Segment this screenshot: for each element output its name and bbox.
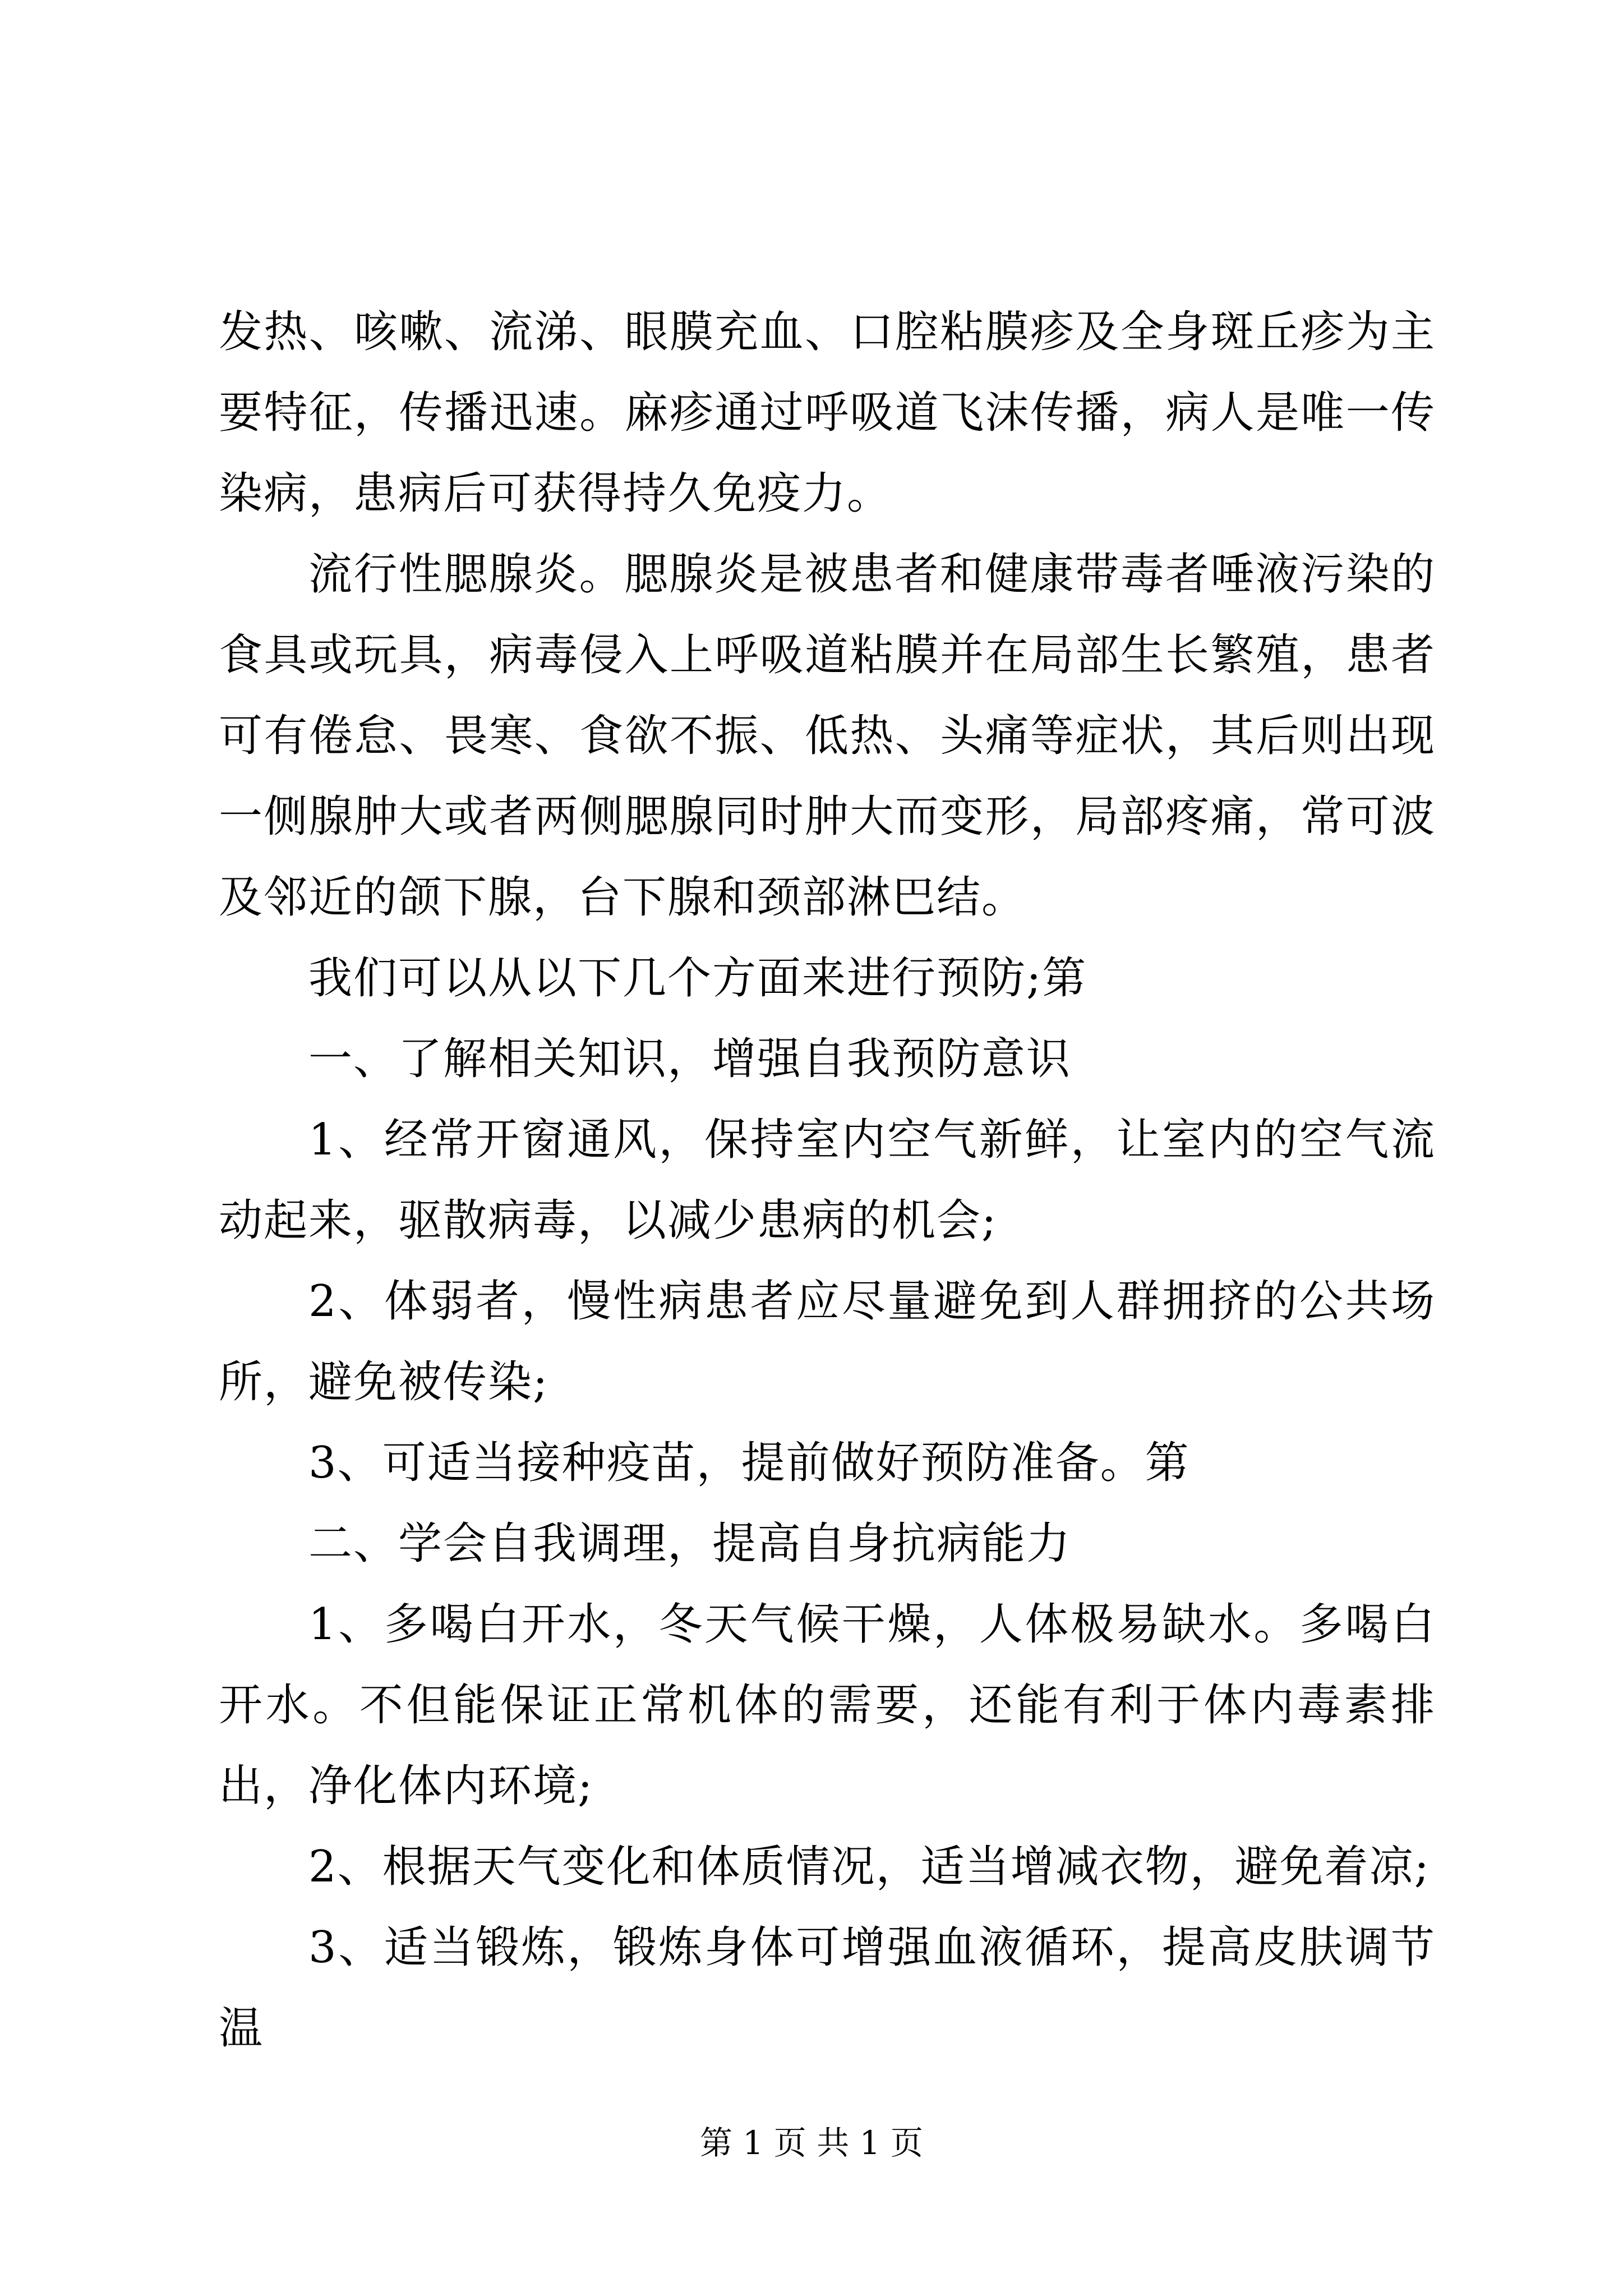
page-footer: 第 1 页 共 1 页 xyxy=(700,2124,923,2162)
section-heading-knowledge: 一、了解相关知识，增强自我预防意识 xyxy=(308,1034,1072,1084)
list-item-avoid-crowds: 2、体弱者，慢性病患者应尽量避免到人群拥挤的公共场所，避免被传染; xyxy=(219,1276,1436,1407)
list-item-exercise: 3、适当锻炼，锻炼身体可增强血液循环，提高皮肤调节温 xyxy=(219,1922,1436,2054)
list-item-ventilation: 1、经常开窗通风，保持室内空气新鲜，让室内的空气流动起来，驱散病毒，以减少患病的机会; xyxy=(219,1115,1436,1246)
section-heading-self-care: 二、学会自我调理，提高自身抗病能力 xyxy=(308,1519,1072,1569)
list-item-clothing: 2、根据天气变化和体质情况，适当增减衣物，避免着凉; xyxy=(308,1842,1430,1892)
list-item-vaccination: 3、可适当接种疫苗，提前做好预防准备。第 xyxy=(308,1438,1190,1488)
list-item-drink-water: 1、多喝白开水，冬天气候干燥，人体极易缺水。多喝白开水。不但能保证正常机体的需要，还能有利于体内毒素排出，净化体内环境; xyxy=(219,1599,1436,1811)
paragraph-mumps: 流行性腮腺炎。腮腺炎是被患者和健康带毒者唾液污染的食具或玩具，病毒侵入上呼吸道粘膜并在局部生长繁殖，患者可有倦怠、畏寒、食欲不振、低热、头痛等症状，其后则出现一侧腺肿大或者两侧腮腺同时肿大而变形，局部疼痛，常可波及邻近的颌下腺，台下腺和颈部淋巴结。 xyxy=(219,549,1436,923)
paragraph-measles-symptoms: 发热、咳嗽、流涕、眼膜充血、口腔粘膜疹及全身斑丘疹为主要特征，传播迅速。麻疹通过呼吸道飞沫传播，病人是唯一传染病，患病后可获得持久免疫力。 xyxy=(219,307,1436,519)
body-text xyxy=(219,292,1436,2069)
paragraph-prevention-intro: 我们可以从以下几个方面来进行预防;第 xyxy=(308,953,1087,1004)
